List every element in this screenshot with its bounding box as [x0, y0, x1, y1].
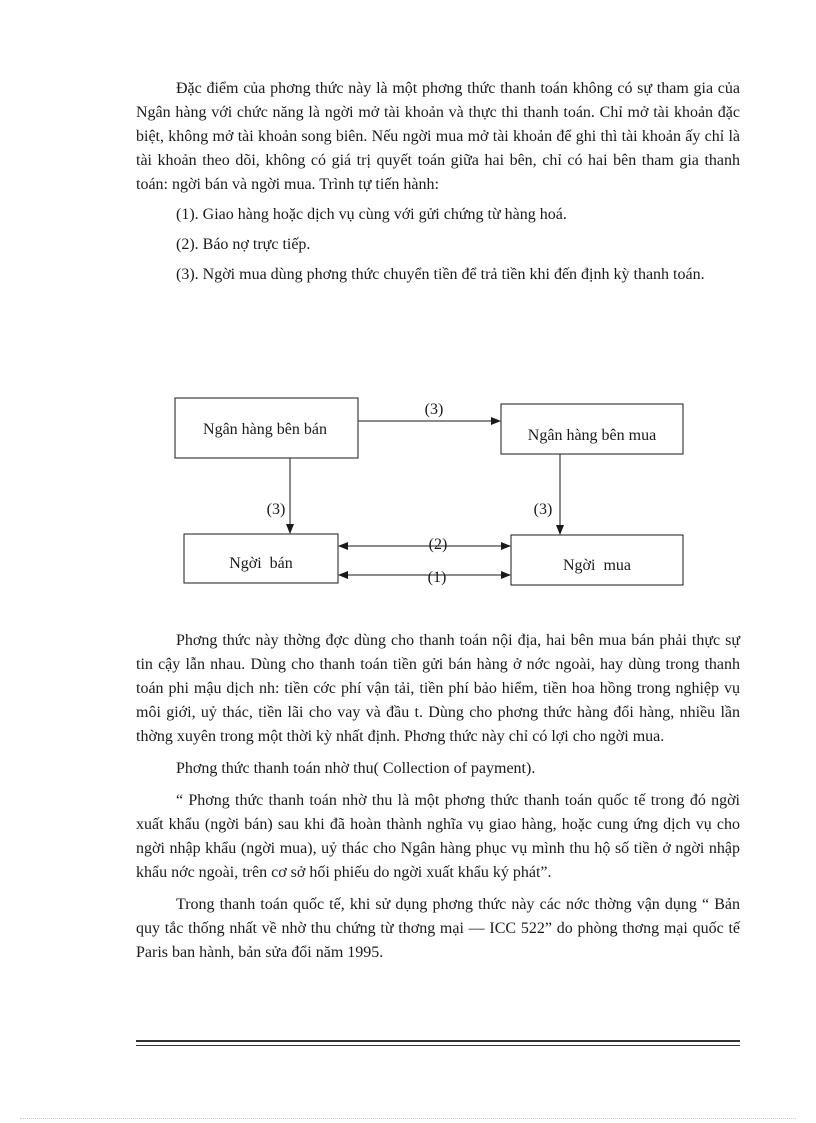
step-3: (3). Ngời mua dùng phơng thức chuyển tiền để trả tiền khi đến định kỳ thanh toán. [176, 266, 705, 283]
seller-label: Ngời bán [229, 555, 293, 572]
page-bottom-divider [20, 1118, 796, 1119]
step-2: (2). Báo nợ trực tiếp. [176, 236, 311, 253]
body-paragraph-1: Phơng thức này thờng đợc dùng cho thanh toán nội địa, hai bên mua bán phải thực sự tin cậy lẫn nhau. Dùng cho thanh toán tiền gửi bán hàng ở nớc ngoài, hay dùng trong thanh toán phi mậu dịch nh: tiền cớc phí vận tải, tiền phí bảo hiểm, tiền hoa hồng trong nghiệp vụ môi giới, uỷ thác, tiền lãi cho vay và đầu t. Dùng cho phơng thức hàng đổi hàng, nhiều lần thờng xuyên trong một thời kỳ nhất định. Phơng thức này chỉ có lợi cho ngời mua. [136, 632, 740, 745]
label-step3-left: (3) [266, 501, 286, 518]
footer-rule-thick [136, 1040, 740, 1042]
footer-rule-thin [136, 1045, 740, 1046]
body-paragraph-3: “ Phơng thức thanh toán nhờ thu là một phơng thức thanh toán quốc tế trong đó ngời xuất khẩu (ngời bán) sau khi đã hoàn thành nghĩa vụ giao hàng, hoặc cung ứng dịch vụ cho ngời nhập khẩu (ngời mua), uỷ thác cho Ngân hàng phục vụ mình thu hộ số tiền ở ngời nhập khẩu nớc ngoài, trên cơ sở hối phiếu do ngời xuất khẩu ký phát”. [136, 792, 740, 881]
label-step3-top: (3) [424, 401, 444, 418]
body-paragraph-4: Trong thanh toán quốc tế, khi sử dụng phơng thức này các nớc thờng vận dụng “ Bản quy tắc thống nhất về nhờ thu chứng từ thơng mại — ICC 522” do phòng thơng mại quốc tế Paris ban hành, bản sửa đổi năm 1995. [136, 896, 740, 961]
label-step1: (1) [427, 569, 447, 586]
step-1: (1). Giao hàng hoặc dịch vụ cùng với gửi chứng từ hàng hoá. [176, 206, 567, 223]
body-paragraph-2: Phơng thức thanh toán nhờ thu( Collection of payment). [176, 760, 536, 777]
label-step2: (2) [428, 536, 448, 553]
intro-paragraph: Đặc điểm của phơng thức này là một phơng thức thanh toán không có sự tham gia của Ngân hàng với chức năng là ngời mở tài khoản và thực thi thanh toán. Chỉ mở tài khoản đặc biệt, không mở tài khoản song biên. Nếu ngời mua mở tài khoản để ghi thì tài khoản ấy chỉ là tài khoản theo dõi, không có giá trị quyết toán giữa hai bên, chỉ có hai bên tham gia thanh toán: ngời bán và ngời mua. Trình tự tiến hành: [136, 80, 740, 193]
buyer-label: Ngời mua [562, 557, 632, 574]
label-step3-right: (3) [533, 501, 553, 518]
seller-bank-label: Ngân hàng bên bán [203, 421, 327, 438]
body-section [136, 629, 740, 973]
buyer-bank-label: Ngân hàng bên mua [527, 427, 657, 444]
